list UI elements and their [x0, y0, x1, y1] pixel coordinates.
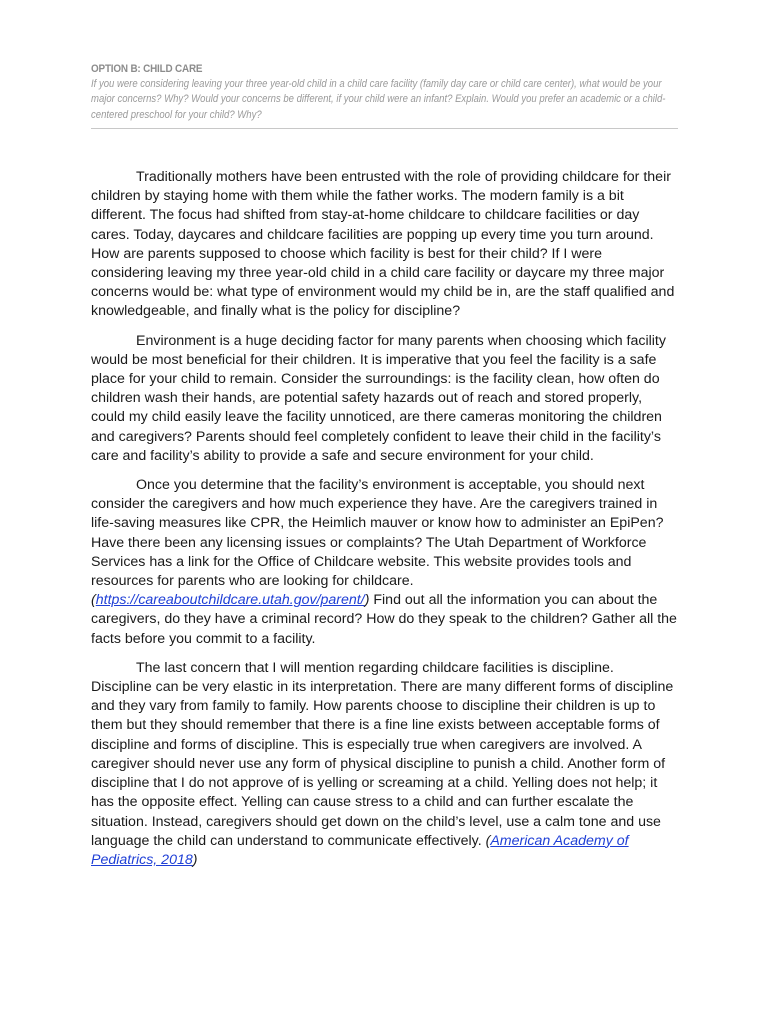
option-title: OPTION B: CHILD CARE — [91, 63, 203, 75]
citation-close-paren: ) — [192, 851, 198, 868]
paragraph-caregivers — [91, 476, 677, 649]
paragraph-caregivers-text-end: Find out all the information you can about the caregivers, do they have a criminal record? How do they speak to the children? Gather all the facts before you commit to a facility. — [91, 592, 677, 647]
paragraph-caregivers-text: Once you determine that the facility’s environment is acceptable, you should next consider the caregivers and how much experience they have. Are the caregivers trained in life-saving measures like CPR, the Heimlich mauver or know how to administer an EpiPen? Have there been any licensing issues or complaints? The Utah Department of Workforce Services has a link for the Office of Childcare website. This website provides tools and resources for parents who are looking for childcare. — [91, 477, 664, 590]
assignment-prompt: If you were considering leaving your three year-old child in a child care facility (family day care or child care center), what would be your major concerns? Why? Would your concerns be different, if your child were an infant? Explain. Would you prefer an academic or a child-centered preschool for your child? Why? — [91, 78, 666, 121]
paragraph-introduction: Traditionally mothers have been entrusted with the role of providing childcare for their children by staying home with them while the father works. The modern family is a bit different. The focus had shifted from stay-at-home childcare to childcare facilities or day cares. Today, daycares and childcare facilities are popping up every time you turn around. How are parents supposed to choose which facility is best for their child? If I were considering leaving my three year-old child in a child care facility or daycare my three major concerns would be: what type of environment would my child be in, are the staff qualified and knowledgeable, and finally what is the policy for discipline? — [91, 169, 675, 320]
childcare-website-link[interactable]: https://careaboutchildcare.utah.gov/parent/ — [95, 592, 365, 609]
link-open-paren: ( — [91, 592, 96, 609]
paragraph-discipline-text: The last concern that I will mention regarding childcare facilities is discipline. Discipline can be very elastic in its interpretation. There are many different forms of discipline and they vary from family to family. How parents choose to discipline their children is up to them but they should remember that there is a fine line exists between acceptable forms of discipline and forms of discipline. This is especially true when caregivers are involved. A caregiver should never use any form of physical discipline to punish a child. Another form of discipline that I do not approve of is yelling or screaming at a child. Yelling does not help; it has the opposite effect. Yelling can cause stress to a child and can further escalate the situation. Instead, caregivers should get down on the child’s level, use a calm tone and use language the child can understand to communicate effectively. — [91, 659, 674, 849]
link-close-paren: ) — [364, 592, 370, 609]
citation-open-paren: ( — [485, 832, 491, 849]
header-divider — [91, 128, 678, 129]
assignment-header — [91, 62, 681, 123]
essay-body — [91, 168, 677, 880]
paragraph-environment: Environment is a huge deciding factor for many parents when choosing which facility would be most beneficial for their children. It is imperative that you feel the facility is a safe place for your child to remain. Consider the surroundings: is the facility clean, how often do children wash their hands, are potential safety hazards out of reach and stored properly, could my child easily leave the facility unnoticed, are there cameras monitoring the children and caregivers? Parents should feel completely confident to leave their child in the facility’s care and facility’s ability to provide a safe and secure environment for your child. — [91, 332, 666, 464]
aap-citation-link[interactable]: American Academy of Pediatrics, 2018 — [91, 832, 629, 868]
paragraph-discipline — [91, 659, 677, 870]
